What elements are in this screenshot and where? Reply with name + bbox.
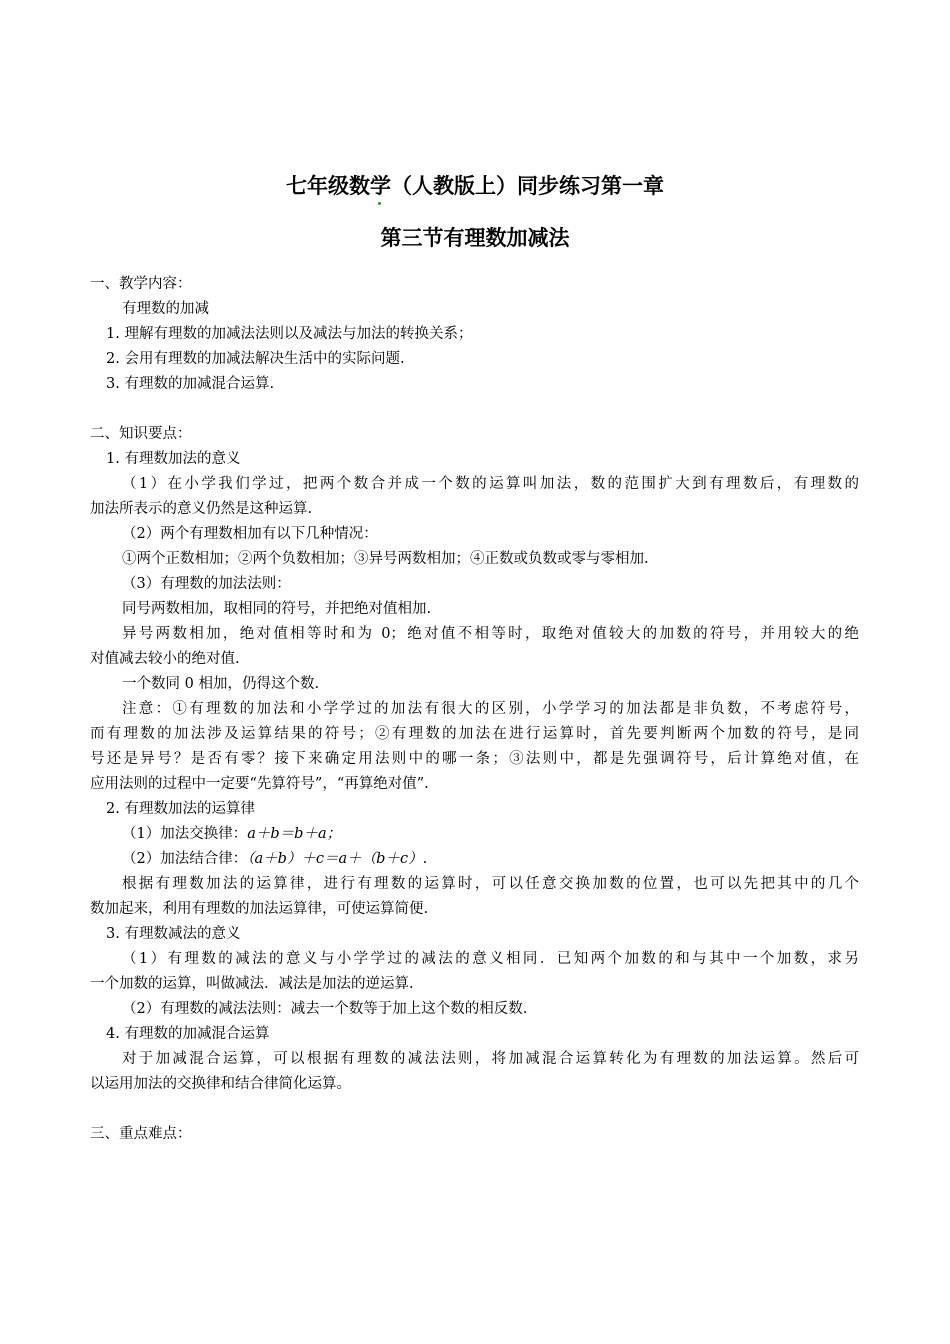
list-item: 1. 理解有理数的加减法法则以及减法与加法的转换关系； <box>106 326 473 342</box>
formula: （a＋b）＋c＝a＋（b＋c）. <box>247 851 428 867</box>
section-topic: 有理数的加减 <box>122 301 209 317</box>
list-item: 3. 有理数的加减混合运算. <box>106 376 275 392</box>
paragraph-line: 异号两数相加，绝对值相等时和为 0；绝对值不相等时，取绝对值较大的加数的符号，并用较大的绝 <box>122 626 859 642</box>
paragraph-line: 根据有理数加法的运算律，进行有理数的运算时，可以任意交换加数的位置，也可以先把其中的几个 <box>122 876 859 892</box>
list-item: 2. 会用有理数的加减法解决生活中的实际问题. <box>106 351 405 367</box>
paragraph-line: 数加起来，利用有理数的加法运算律，可使运算简便. <box>90 901 429 917</box>
section-heading-key-difficulties: 三、重点难点： <box>90 1126 192 1142</box>
paragraph-line: 对于加减混合运算，可以根据有理数的减法法则，将加减混合运算转化为有理数的加法运算。然后可 <box>122 1051 859 1067</box>
paragraph-line: （1）在小学我们学过，把两个数合并成一个数的运算叫加法，数的范围扩大到有理数后，有理数的 <box>122 476 859 492</box>
section-heading-key-points: 二、知识要点： <box>90 426 192 442</box>
section-heading-teaching-content: 一、教学内容： <box>90 276 192 292</box>
paragraph-line: 号还是异号？是否有零？接下来确定用法则中的哪一条；③法则中，都是先强调符号，后计算绝对值，在 <box>90 751 859 767</box>
formula-line <box>122 824 341 844</box>
decorative-dot <box>378 202 381 205</box>
subsection-title: 4. 有理数的加减混合运算 <box>106 1026 270 1042</box>
paragraph-line: 一个数同 0 相加，仍得这个数. <box>122 676 320 692</box>
formula: a＋b＝b＋a； <box>247 826 342 842</box>
paragraph-line: 而有理数的加法涉及运算结果的符号；②有理数的加法在进行运算时，首先要判断两个加数的符号，是同 <box>90 726 859 742</box>
document-subtitle: 第三节有理数加减法 <box>380 226 570 250</box>
subsection-title: 3. 有理数减法的意义 <box>106 926 241 942</box>
paragraph-line: 加法所表示的意义仍然是这种运算. <box>90 501 313 517</box>
paragraph-line: 同号两数相加，取相同的符号，并把绝对值相加. <box>122 601 432 617</box>
paragraph-line: 对值减去较小的绝对值. <box>90 651 240 667</box>
paragraph-line: （3）有理数的加法法则： <box>122 576 291 592</box>
paragraph-line: ①两个正数相加；②两个负数相加；③异号两数相加；④正数或负数或零与零相加. <box>122 551 649 567</box>
paragraph-line: （2）两个有理数相加有以下几种情况： <box>122 526 378 542</box>
paragraph-line: （2）有理数的减法法则：减去一个数等于加上这个数的相反数. <box>122 1001 528 1017</box>
subsection-title: 2. 有理数加法的运算律 <box>106 801 255 817</box>
formula-label: （2）加法结合律： <box>122 851 248 867</box>
paragraph-line: 注意：①有理数的加法和小学学过的加法有很大的区别，小学学习的加法都是非负数，不考虑符号， <box>122 701 859 717</box>
paragraph-line: （1）有理数的减法的意义与小学学过的减法的意义相同．已知两个加数的和与其中一个加数，求另 <box>122 951 859 967</box>
paragraph-line: 以运用加法的交换律和结合律简化运算。 <box>90 1076 351 1092</box>
subsection-title: 1. 有理数加法的意义 <box>106 451 241 467</box>
formula-label: （1）加法交换律： <box>122 826 248 842</box>
document-title: 七年级数学（人教版上）同步练习第一章 <box>286 174 664 198</box>
paragraph-line: 应用法则的过程中一定要“先算符号”，“再算绝对值”. <box>90 776 429 792</box>
paragraph-line: 一个加数的运算，叫做减法．减法是加法的逆运算. <box>90 976 414 992</box>
formula-line <box>122 849 427 869</box>
